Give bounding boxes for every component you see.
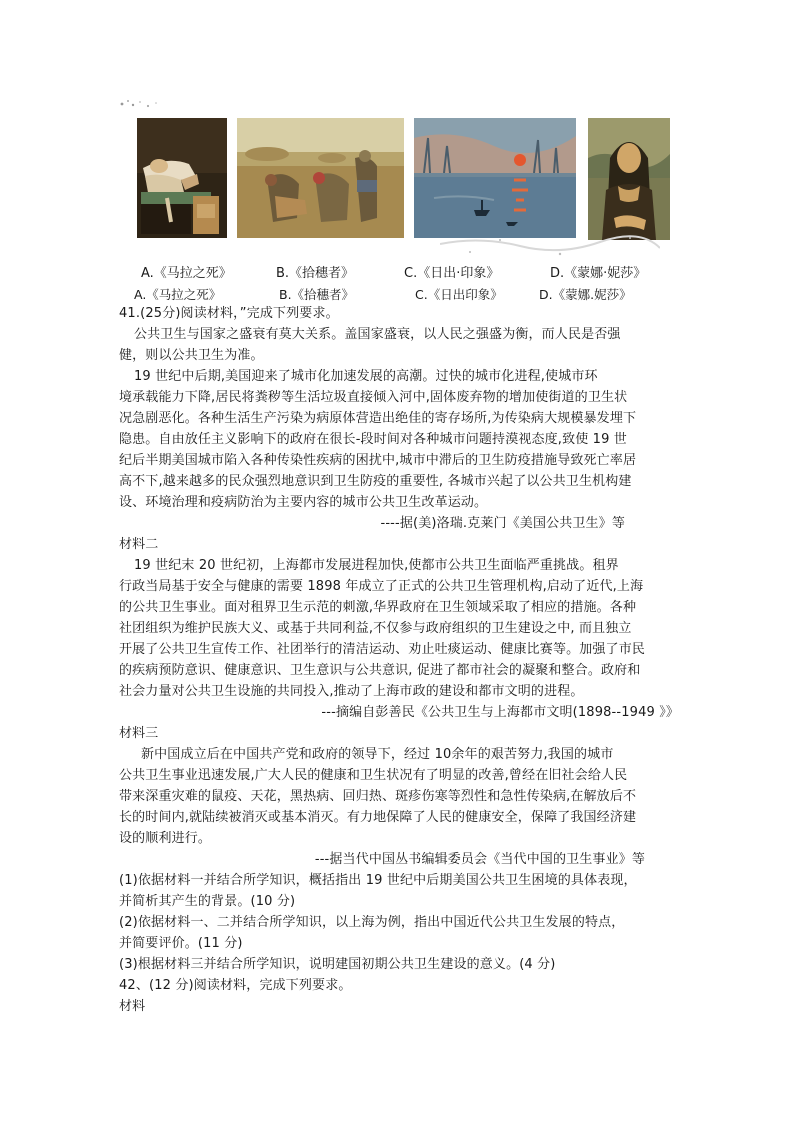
material-2-line: 社团组织为维护民族大义、或基于共同利益,不仅参与政府组织的卫生建设之中, 而且独立 [119,621,632,636]
material-3-source: ---据当代中国丛书编辑委员会《当代中国的卫生事业》等 [314,852,645,867]
question-41-title: 41.(25分)阅读材料，”完成下列要求。 [119,306,339,321]
question-body [119,303,679,1017]
option-d-caption: D.《蒙娜·妮莎》 [550,266,647,281]
material-2-line: 社会力量对公共卫生设施的共同投入,推动了上海市政的建设和都市文明的进程。 [119,684,584,699]
sub-question-1: (1)依据材料一并结合所学知识，概括指出 19 世纪中后期美国公共卫生困境的具体表现， [119,873,637,888]
material-2-line: 开展了公共卫生宣传工作、社团举行的清洁运动、劝止吐痰运动、健康比赛等。加强了市民 [119,642,646,657]
material-2-line: 行政当局基于安全与健康的需要 1898 年成立了正式的公共卫生管理机构,启动了近代,上海 [119,579,644,594]
material-1-line: 隐患。自由放任主义影响下的政府在很长-段时间对各种城市问题持漠视态度,致使 19 世 [119,432,627,447]
material-1-line: 19 世纪中后期,美国迎来了城市化加速发展的高潮。过快的城市化进程,使城市环 [134,369,598,384]
material-2-source: ---摘编自彭善民《公共卫生与上海都市文明(1898--1949 》》 [321,705,679,720]
question-42-material-label: 材料 [119,999,146,1014]
material-3-line: 带来深重灾难的鼠疫、天花，黑热病、回归热、斑疹伤寒等烈性和急性传染病,在解放后不 [119,789,637,804]
material-1-line: 境承载能力下降,居民将粪秽等生活垃圾直接倾入河中,固体废弃物的增加使街道的卫生状 [119,390,628,405]
material-1-line: 设、环境治理和疫病防治为主要内容的城市公共卫生改革运动。 [119,495,488,510]
material-1-line: 公共卫生与国家之盛衰有莫大关系。盖国家盛衰，以人民之强盛为衡，而人民是否强 [134,327,621,342]
sub-question-2: (2)依据材料一、二并结合所学知识，以上海为例，指出中国近代公共卫生发展的特点， [119,915,625,930]
option-d-text: D.《蒙娜.妮莎》 [539,287,632,302]
sub-question-3: (3)根据材料三并结合所学知识，说明建国初期公共卫生建设的意义。(4 分) [119,957,556,972]
material-1-source: ----据(美)洛瑞.克莱门《美国公共卫生》等 [380,516,625,531]
painting-impression-sunrise [414,118,576,238]
material-3-line: 公共卫生事业迅速发展,广大人民的健康和卫生状况有了明显的改善,曾经在旧社会给人民 [119,768,628,783]
sub-question-2-cont: 并简要评价。(11 分) [119,936,243,951]
scan-smudge [440,232,660,262]
material-3-label: 材料三 [119,726,159,741]
material-3-line: 长的时间内,就陆续被消灭或基本消灭。有力地保障了人民的健康安全，保障了我国经济建 [119,810,637,825]
option-c-text: C.《日出印象》 [415,287,503,302]
option-b-caption: B.《拾穗者》 [276,266,355,281]
material-1-line: 健，则以公共卫生为准。 [119,348,264,363]
sub-question-1-cont: 并简析其产生的背景。(10 分) [119,894,296,909]
painting-death-of-marat [137,118,227,238]
option-a-caption: A.《马拉之死》 [141,266,232,281]
material-2-line: 的公共卫生事业。面对租界卫生示范的刺激,华界政府在卫生领域采取了相应的措施。各种 [119,600,637,615]
material-3-line: 设的顺利进行。 [119,831,212,846]
question-42-title: 42、(12 分)阅读材料，完成下列要求。 [119,978,352,993]
material-1-line: 纪后半期美国城市陷入各种传染性疾病的困扰中,城市中滞后的卫生防疫措施导致死亡率居 [119,453,637,468]
painting-the-gleaners [237,118,404,238]
painting-mona-lisa [588,118,670,240]
option-c-caption: C.《日出·印象》 [404,266,500,281]
material-2-label: 材料二 [119,537,159,552]
option-b-text: B.《拾穗者》 [279,287,355,302]
option-a-text: A.《马拉之死》 [134,287,222,302]
material-1-line: 高不下,越来越多的民众强烈地意识到卫生防疫的重要性, 各城市兴起了以公共卫生机构建 [119,474,632,489]
material-2-line: 19 世纪末 20 世纪初，上海都市发展进程加快,使都市公共卫生面临严重挑战。租界 [134,558,619,573]
scan-speck [118,96,166,112]
material-3-line: 新中国成立后在中国共产党和政府的领导下，经过 10余年的艰苦努力,我国的城市 [141,747,614,762]
material-1-line: 况急剧恶化。各种生活生产污染为病原体营造出绝佳的寄存场所,为传染病大规模暴发埋下 [119,411,637,426]
material-2-line: 的疾病预防意识、健康意识、卫生意识与公共意识, 促进了都市社会的凝聚和整合。政府和 [119,663,641,678]
